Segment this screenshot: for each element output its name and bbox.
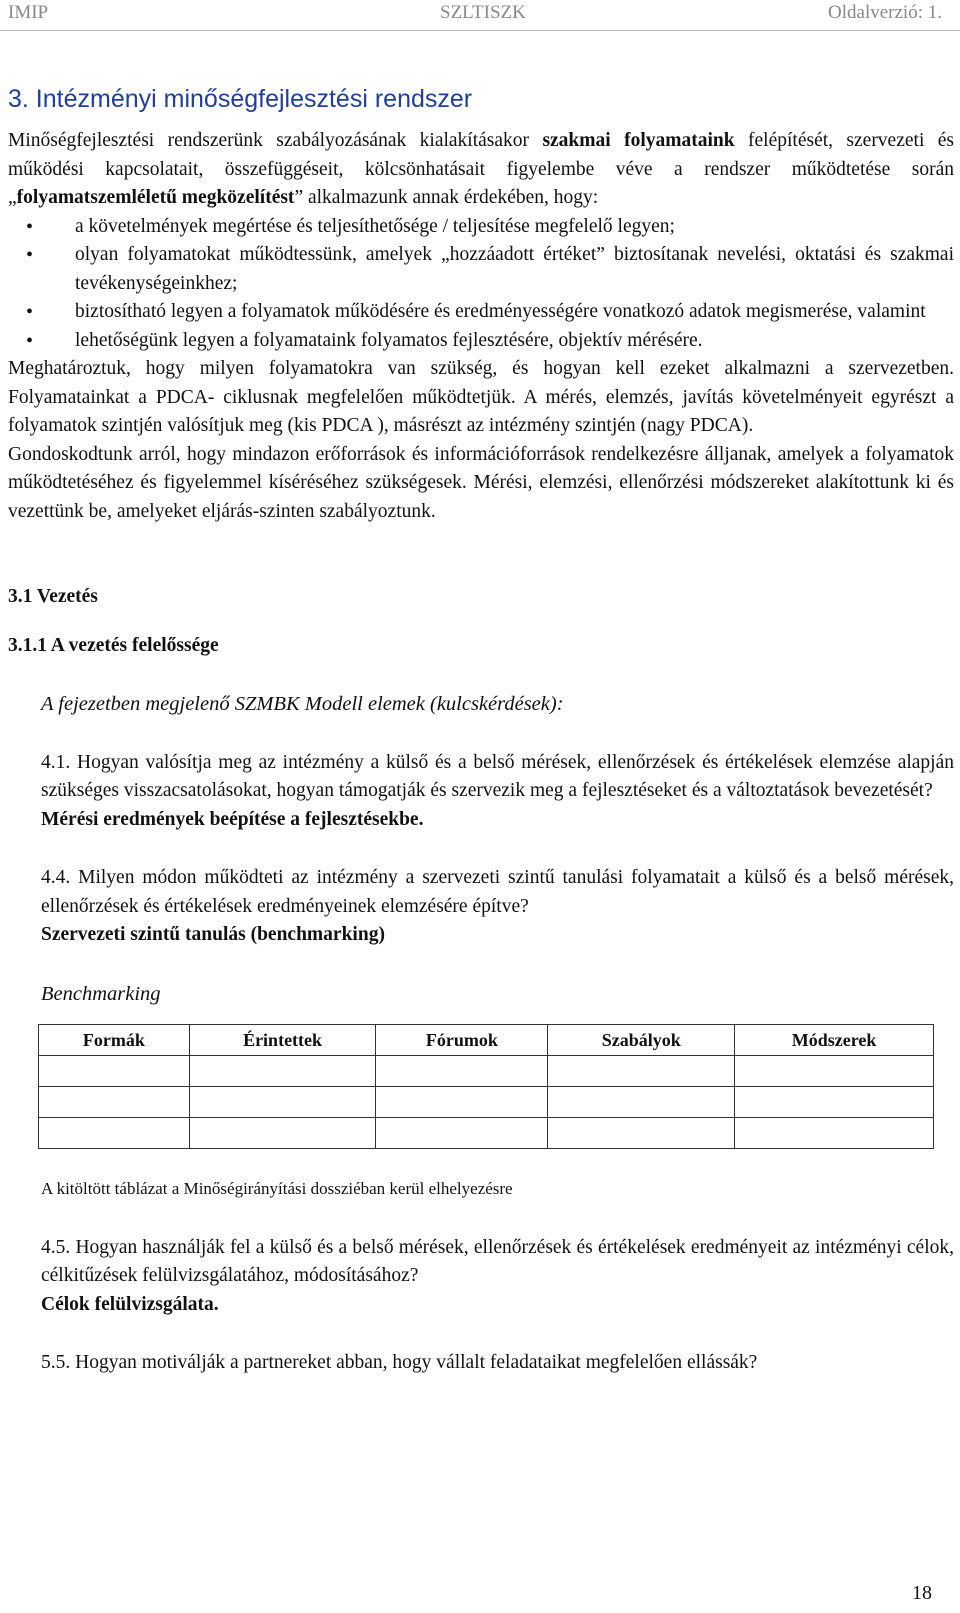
- page-header: [0, 0, 960, 31]
- table-cell: [735, 1087, 934, 1118]
- table-cell: [735, 1056, 934, 1087]
- question-4-4: [8, 864, 954, 950]
- table-cell: [39, 1087, 190, 1118]
- page-number: 18: [912, 1582, 932, 1604]
- question-answer: Szervezeti szintű tanulás (benchmarking): [41, 924, 385, 945]
- intro-bold-2: folyamatszemléletű megközelítést: [16, 187, 295, 208]
- header-center: SZLTISZK: [440, 2, 526, 23]
- document-body: [8, 84, 954, 1378]
- question-text: 4.4. Milyen módon működteti az intézmény a szervezeti szintű tanulási folyamatait a külső és a belső mérések, ellenőrzések és értékelések eredményeinek elemzésére építve?: [41, 867, 954, 917]
- table-header-cell: Érintettek: [189, 1025, 376, 1056]
- table-cell: [189, 1056, 376, 1087]
- table-cell: [376, 1118, 548, 1149]
- table-cell: [548, 1087, 735, 1118]
- table-header-cell: Formák: [39, 1025, 190, 1056]
- table-cell: [189, 1118, 376, 1149]
- question-text: 5.5. Hogyan motiválják a partnereket abban, hogy vállalt feladataikat megfelelően ellássák?: [41, 1352, 758, 1373]
- table-cell: [39, 1056, 190, 1087]
- table-header-cell: Módszerek: [735, 1025, 934, 1056]
- table-cell: [189, 1087, 376, 1118]
- intro-text-3: ” alkalmazunk annak érdekében, hogy:: [294, 187, 599, 208]
- question-answer: Mérési eredmények beépítése a fejlesztésekbe.: [41, 808, 424, 830]
- paragraph-pdca: Meghatároztuk, hogy milyen folyamatokra van szükség, és hogyan kell ezeket alkalmazni a szervezetben. Folyamatainkat a PDCA- ciklusnak megfelelően működtetjük. A mérés, elemzés, javítás követelményeit egyrészt a folyamatok szintjén valósítjuk meg (kis PDCA ), másrészt az intézmény szintjén (nagy PDCA).: [8, 358, 954, 436]
- table-cell: [548, 1056, 735, 1087]
- table-row: [39, 1087, 934, 1118]
- question-5-5: [8, 1349, 954, 1378]
- list-item: • olyan folyamatokat működtessünk, amelyek „hozzáadott értéket” biztosítanak nevelési, oktatási és szakmai tevékenységeinkhez;: [8, 241, 954, 298]
- table-row: [39, 1056, 934, 1087]
- intro-bold-1: szakmai folyamataink: [542, 130, 735, 151]
- list-item: • lehetőségünk legyen a folyamataink folyamatos fejlesztésére, objektív mérésére.: [8, 327, 954, 356]
- table-note: A kitöltött táblázat a Minőségirányítási dossziéban kerül elhelyezésre: [41, 1179, 513, 1198]
- table-cell: [735, 1118, 934, 1149]
- section-heading-3-1-1: 3.1.1 A vezetés felelőssége: [8, 634, 219, 656]
- bullet-list: [8, 213, 954, 356]
- table-row: [39, 1118, 934, 1149]
- table-cell: [548, 1118, 735, 1149]
- header-right: Oldalverzió: 1.: [828, 2, 942, 23]
- model-heading: A fejezetben megjelenő SZMBK Modell elemek (kulcskérdések):: [41, 693, 564, 715]
- section-heading-3-1: 3.1 Vezetés: [8, 586, 98, 607]
- paragraph-resources: Gondoskodtunk arról, hogy mindazon erőforrások és információforrások rendelkezésre álljanak, amelyek a folyamatok működtetéséhez és figyelemmel kíséréséhez szükségesek. Mérési, elemzési, ellenőrzési módszereket alakítottunk ki és vezettünk be, amelyeket eljárás-szinten szabályoztunk.: [8, 443, 954, 522]
- header-left: IMIP: [8, 2, 49, 23]
- question-4-1: [8, 749, 954, 835]
- table-header-cell: Szabályok: [548, 1025, 735, 1056]
- question-answer: Célok felülvizsgálata.: [41, 1293, 219, 1315]
- table-header-row: [39, 1025, 934, 1056]
- table-cell: [39, 1118, 190, 1149]
- question-text: 4.5. Hogyan használják fel a külső és a belső mérések, ellenőrzések és értékelések eredményeit az intézményi célok, célkitűzések felülvizsgálatához, módosításához?: [41, 1236, 954, 1286]
- intro-text-1: Minőségfejlesztési rendszerünk szabályozásának kialakításakor: [8, 130, 543, 151]
- question-text: 4.1. Hogyan valósítja meg az intézmény a külső és a belső mérések, ellenőrzések és értékelések elemzése alapján szükséges visszacsatolásokat, hogyan támogatják és szervezik meg a fejlesztéseket és a változtatások bevezetését?: [41, 751, 954, 801]
- list-item: • a követelmények megértése és teljesíthetősége / teljesítése megfelelő legyen;: [8, 213, 954, 242]
- list-item: • biztosítható legyen a folyamatok működésére és eredményességére vonatkozó adatok megismerése, valamint: [8, 298, 954, 327]
- intro-text-2: felépítését, szervezeti és működési kapcsolatait, összefüggéseit, kölcsönhatásait figyelembe véve a rendszer működtetése során „: [8, 130, 955, 208]
- table-cell: [376, 1087, 548, 1118]
- table-cell: [376, 1056, 548, 1087]
- benchmarking-heading: Benchmarking: [41, 982, 161, 1005]
- question-4-5: [8, 1234, 954, 1320]
- table-header-cell: Fórumok: [376, 1025, 548, 1056]
- chapter-title: 3. Intézményi minőségfejlesztési rendszer: [8, 85, 473, 113]
- intro-paragraph: [8, 127, 954, 213]
- benchmarking-table: [38, 1024, 934, 1149]
